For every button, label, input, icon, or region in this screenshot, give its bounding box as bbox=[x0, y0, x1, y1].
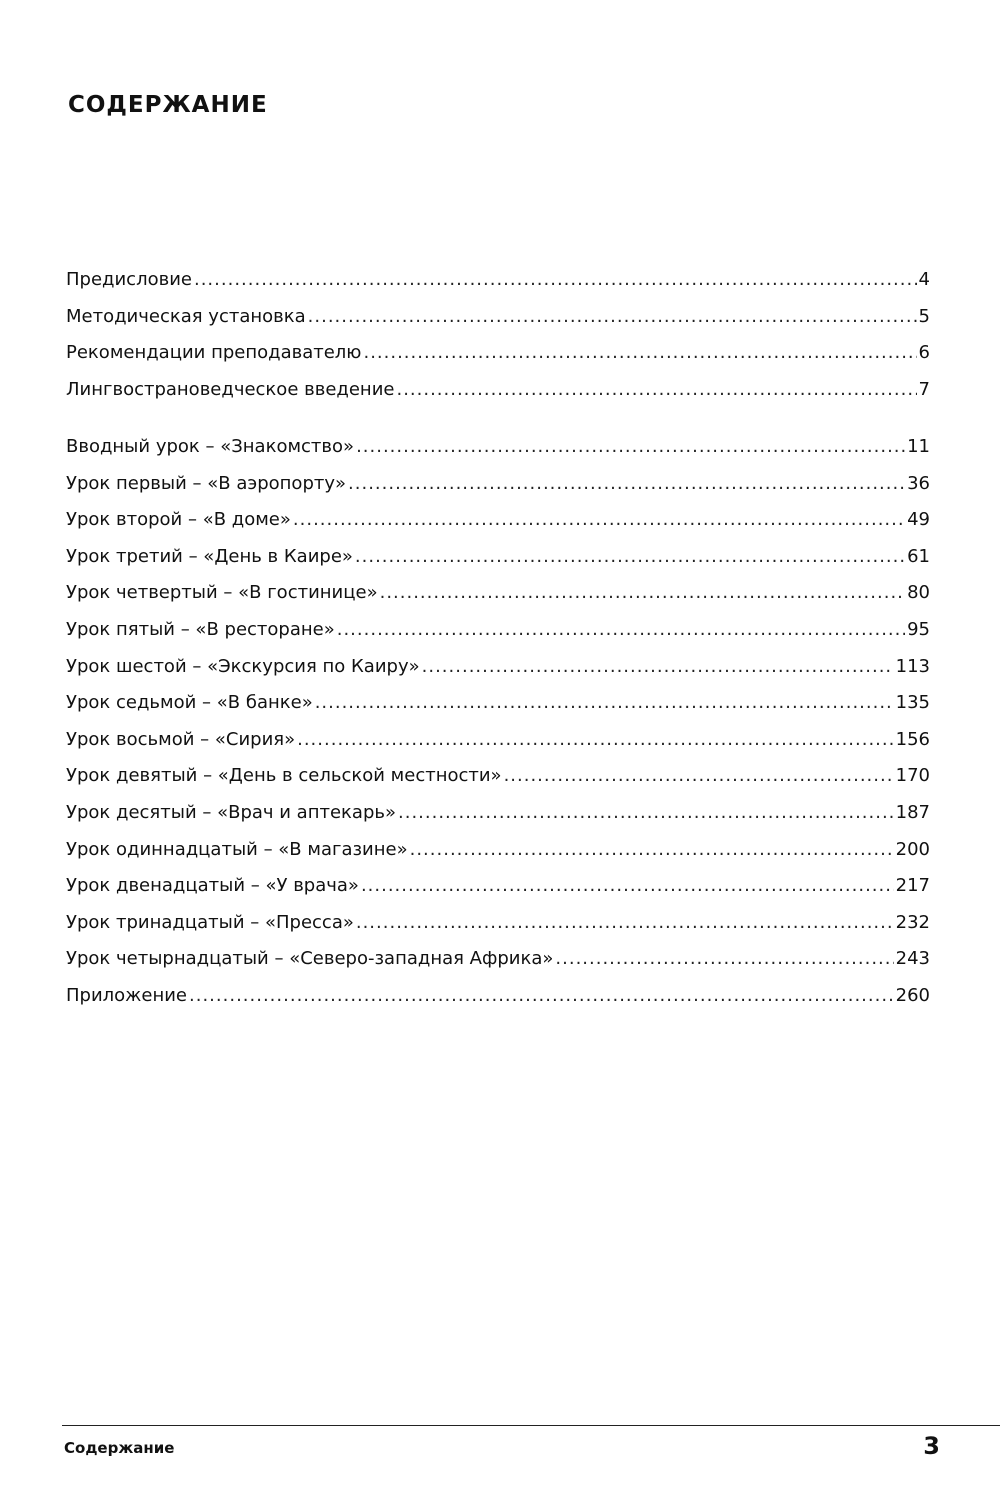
dot-leader bbox=[189, 981, 894, 1011]
toc-entry-page: 7 bbox=[918, 378, 930, 400]
toc-entry-label: Методическая установка bbox=[66, 305, 306, 327]
running-footer: Содержание bbox=[64, 1439, 175, 1457]
dot-leader bbox=[297, 725, 894, 755]
dot-leader bbox=[380, 578, 906, 608]
toc-entry-page: 187 bbox=[895, 801, 930, 823]
toc-entry[interactable] bbox=[66, 578, 930, 615]
dot-leader bbox=[355, 542, 905, 572]
dot-leader bbox=[363, 338, 916, 368]
toc-entry-page: 11 bbox=[907, 436, 930, 457]
toc-entry[interactable] bbox=[66, 944, 930, 981]
toc-entry-label: Урок тринадцатый – «Пресса» bbox=[66, 911, 354, 933]
dot-leader bbox=[356, 908, 894, 938]
toc-entry[interactable] bbox=[66, 542, 930, 579]
toc-entry[interactable] bbox=[66, 265, 930, 302]
toc-entry-page: 232 bbox=[895, 911, 930, 933]
toc-entry-label: Урок восьмой – «Сирия» bbox=[66, 728, 296, 750]
dot-leader bbox=[356, 432, 905, 462]
dot-leader bbox=[410, 835, 894, 865]
toc-entry[interactable] bbox=[66, 725, 930, 762]
toc-entry-label: Урок двенадцатый – «У врача» bbox=[66, 875, 359, 897]
dot-leader bbox=[398, 798, 894, 828]
toc-entry-page: 135 bbox=[895, 692, 930, 714]
toc-entry-page: 217 bbox=[895, 875, 930, 897]
toc-entry-page: 156 bbox=[895, 728, 930, 750]
toc-lessons bbox=[66, 432, 930, 1018]
dot-leader bbox=[422, 652, 894, 682]
toc-entry-page: 200 bbox=[895, 838, 930, 860]
toc-entry[interactable] bbox=[66, 652, 930, 689]
dot-leader bbox=[504, 761, 894, 791]
toc-entry-label: Урок четырнадцатый – «Северо-западная Африка» bbox=[66, 948, 554, 970]
toc-entry-page: 260 bbox=[895, 984, 930, 1006]
toc-entry-page: 4 bbox=[918, 269, 930, 290]
toc-entry[interactable] bbox=[66, 835, 930, 872]
toc-entry[interactable] bbox=[66, 908, 930, 945]
dot-leader bbox=[293, 505, 905, 535]
toc-entry-label: Рекомендации преподавателю bbox=[66, 342, 362, 364]
page-title: СОДЕРЖАНИЕ bbox=[68, 92, 268, 118]
toc-entry-label: Урок четвертый – «В гостинице» bbox=[66, 582, 378, 604]
toc-entry-page: 95 bbox=[907, 618, 930, 640]
toc-entry-page: 61 bbox=[907, 545, 930, 567]
toc-entry-page: 49 bbox=[907, 509, 930, 531]
toc-entry-page: 243 bbox=[895, 948, 930, 970]
toc-entry[interactable] bbox=[66, 469, 930, 506]
toc-entry-label: Урок одиннадцатый – «В магазине» bbox=[66, 838, 408, 860]
dot-leader bbox=[396, 375, 916, 405]
toc-entry[interactable] bbox=[66, 432, 930, 469]
toc-entry-page: 80 bbox=[907, 582, 930, 604]
dot-leader bbox=[194, 265, 917, 295]
toc-entry-label: Урок пятый – «В ресторане» bbox=[66, 618, 335, 640]
toc-entry-label: Предисловие bbox=[66, 269, 192, 290]
dot-leader bbox=[555, 944, 893, 974]
page-number: 3 bbox=[923, 1432, 940, 1460]
toc-entry-label: Урок первый – «В аэропорту» bbox=[66, 472, 347, 494]
toc-entry[interactable] bbox=[66, 338, 930, 375]
toc-entry-label: Урок шестой – «Экскурсия по Каиру» bbox=[66, 655, 420, 677]
toc-entry-page: 170 bbox=[895, 765, 930, 787]
toc-entry[interactable] bbox=[66, 798, 930, 835]
dot-leader bbox=[348, 469, 905, 499]
toc-entry[interactable] bbox=[66, 981, 930, 1018]
toc-front-matter bbox=[66, 265, 930, 411]
toc-entry-page: 6 bbox=[918, 342, 930, 364]
toc-entry-label: Урок девятый – «День в сельской местности» bbox=[66, 765, 502, 787]
toc-entry-label: Урок второй – «В доме» bbox=[66, 509, 291, 531]
toc-entry[interactable] bbox=[66, 302, 930, 339]
toc-entry[interactable] bbox=[66, 505, 930, 542]
toc-entry-label: Вводный урок – «Знакомство» bbox=[66, 436, 355, 457]
toc-entry[interactable] bbox=[66, 871, 930, 908]
toc-entry-label: Лингвострановедческое введение bbox=[66, 378, 395, 400]
toc-entry-label: Урок седьмой – «В банке» bbox=[66, 692, 313, 714]
toc-entry[interactable] bbox=[66, 761, 930, 798]
dot-leader bbox=[337, 615, 905, 645]
dot-leader bbox=[315, 688, 894, 718]
toc-entry-label: Урок десятый – «Врач и аптекарь» bbox=[66, 801, 396, 823]
toc-entry-page: 5 bbox=[918, 305, 930, 327]
toc-entry-label: Урок третий – «День в Каире» bbox=[66, 545, 353, 567]
toc-entry-label: Приложение bbox=[66, 984, 188, 1006]
toc-entry-page: 36 bbox=[907, 472, 930, 494]
footer-divider bbox=[62, 1425, 1000, 1426]
toc-entry[interactable] bbox=[66, 375, 930, 412]
toc-entry[interactable] bbox=[66, 615, 930, 652]
dot-leader bbox=[308, 302, 917, 332]
dot-leader bbox=[361, 871, 894, 901]
toc-entry[interactable] bbox=[66, 688, 930, 725]
toc-entry-page: 113 bbox=[895, 655, 930, 677]
